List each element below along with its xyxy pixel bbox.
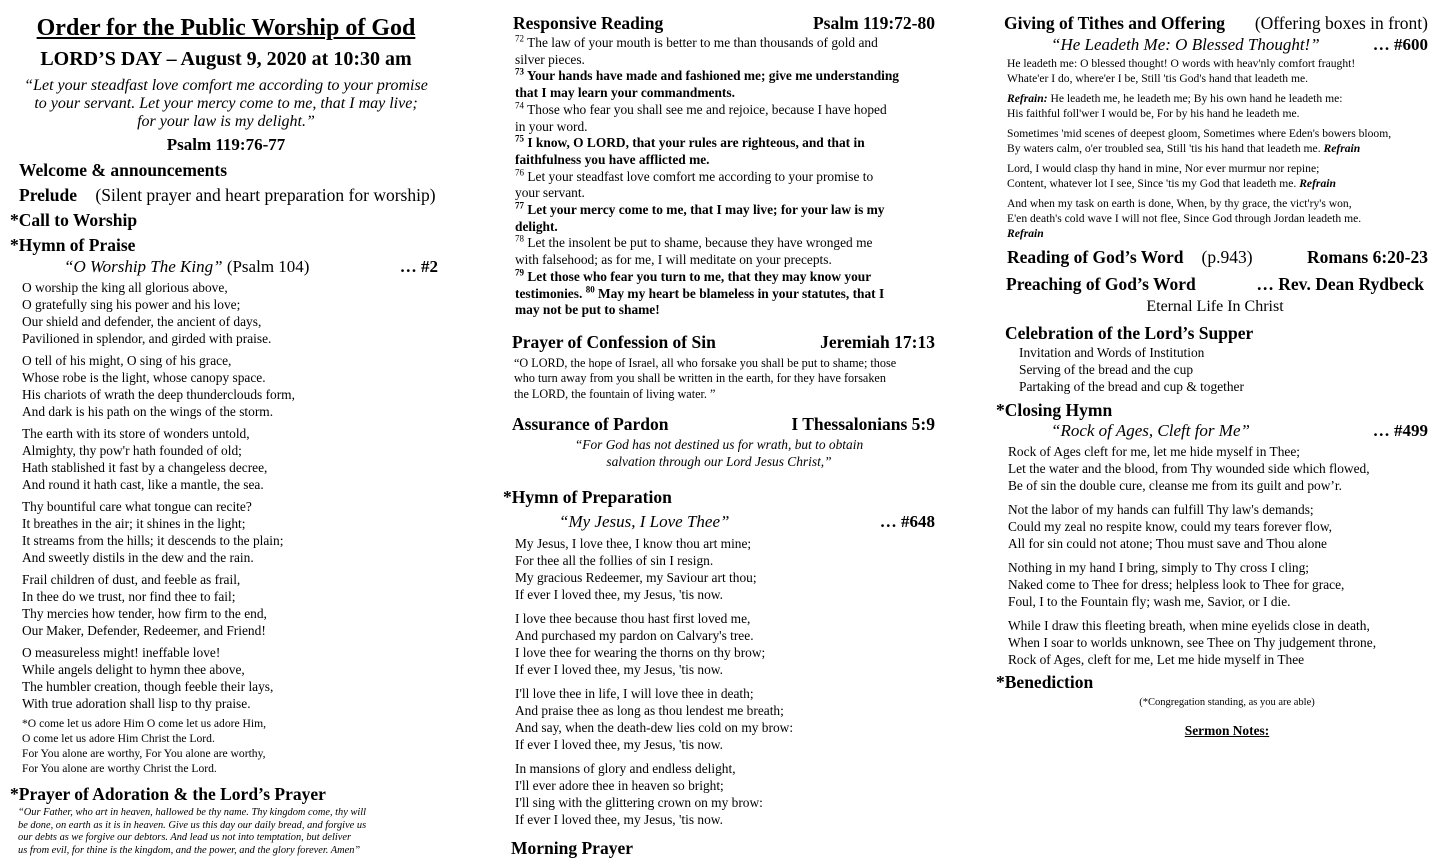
closing-hymn-heading: *Closing Hymn xyxy=(996,400,1113,420)
epigraph-reference: Psalm 119:76-77 xyxy=(166,135,286,154)
lords-prayer-text xyxy=(10,807,442,857)
hymn-2-number: … #648 xyxy=(879,512,935,532)
prayer-line: us from evil, for thine is the kingdom, and the power, and the glory forever. Amen” xyxy=(18,844,361,856)
lyric-line: He leadeth me: O blessed thought! O words with heav'nly comfort fraught! xyxy=(1007,57,1356,70)
lyric-line: Sometimes 'mid scenes of deepest gloom, Sometimes where Eden's bowers bloom, xyxy=(1007,127,1392,140)
epigraph-line: for your law is my delight.” xyxy=(137,113,315,130)
lyric-line: Not the labor of my hands can fulfill Thy law's demands; xyxy=(1008,502,1314,517)
lyric-line: E'en death's cold wave I will not flee, Since God through Jordan leadeth me. xyxy=(1007,212,1362,225)
lyric-line: When I soar to worlds unknown, see Thee on Thy judgement throne, xyxy=(1008,635,1377,650)
service-date: LORD’S DAY – August 9, 2020 at 10:30 am xyxy=(40,48,412,70)
refrain-line: Refrain: He leadeth me, he leadeth me; By his own hand he leadeth me: xyxy=(1007,92,1343,105)
prayer-line: be done, on earth as it is in heaven. Give us this day our daily bread, and forgive us xyxy=(18,819,367,831)
hymn-of-praise-heading: *Hymn of Praise xyxy=(10,235,136,255)
hymn-verse xyxy=(22,352,442,420)
welcome-heading: Welcome & announcements xyxy=(19,160,228,180)
lyric-line: O come let us adore Him Christ the Lord. xyxy=(22,732,215,745)
hymn-1-title-row xyxy=(10,257,442,277)
lyric-line: By waters calm, o'er troubled sea, Still 'tis his hand that leadeth me. Refrain xyxy=(1007,142,1361,155)
epigraph xyxy=(10,77,442,131)
sermon-notes-heading: Sermon Notes: xyxy=(1184,723,1270,738)
hymn-2-title: “My Jesus, I Love Thee” xyxy=(559,512,730,532)
hymn-1-number: … #2 xyxy=(399,257,438,276)
hymn-4-lyrics xyxy=(996,443,1428,668)
list-item: Partaking of the bread and cup & together xyxy=(1019,379,1244,394)
lyric-line: And when my task on earth is done, When, by thy grace, the vict'ry's won, xyxy=(1007,197,1352,210)
hymn-verse xyxy=(1008,443,1428,494)
lyric-line: Rock of Ages, cleft for me, Let me hide myself in Thee xyxy=(1008,652,1305,667)
page-title: Order for the Public Worship of God xyxy=(36,15,416,41)
lyric-line: My Jesus, I love thee, I know thou art mine; xyxy=(515,536,752,552)
preaching-row xyxy=(996,274,1428,295)
lyric-line: O measureless might! ineffable love! xyxy=(22,645,221,660)
reading-verse: $^{77}$ Let your mercy come to me, that I may live; for your law is my delight. xyxy=(515,200,885,234)
lyric-line: It breathes in the air; it shines in the light; xyxy=(22,516,246,531)
lyric-line: O gratefully sing his power and his love; xyxy=(22,297,241,312)
hymn-verse xyxy=(22,498,442,566)
right-column xyxy=(996,0,1428,739)
lyric-line: Whate'er I do, where'er I be, Still 'tis God's hand that leadeth me. xyxy=(1007,72,1309,85)
pardon-text xyxy=(503,436,935,470)
responsive-reading-ref: Psalm 119:72-80 xyxy=(812,13,935,33)
lyric-line: Frail children of dust, and feeble as frail, xyxy=(22,572,241,587)
reading-page: (p.943) xyxy=(1201,247,1253,267)
lyric-line: Our shield and defender, the ancient of days, xyxy=(22,314,262,329)
lyric-line: I love thee because thou hast first loved me, xyxy=(515,611,751,627)
lyric-line: I love thee for wearing the thorns on thy brow; xyxy=(515,645,766,661)
tithes-heading: Giving of Tithes and Offering xyxy=(1004,13,1226,33)
hymn-1-title: “O Worship The King” xyxy=(64,257,223,276)
standing-note: (*Congregation standing, as you are able) xyxy=(1139,697,1315,708)
reading-verse: $^{75}$ I know, O LORD, that your rules are righteous, and that in faithfulness you have afflicted me. xyxy=(515,133,865,167)
lyric-line: While angels delight to hymn thee above, xyxy=(22,662,245,677)
reading-heading: Reading of God’s Word xyxy=(1007,247,1184,267)
lyric-line: If ever I loved thee, my Jesus, 'tis now. xyxy=(515,812,723,828)
quote-line: “O LORD, the hope of Israel, all who forsake you shall be put to shame; those xyxy=(514,355,897,370)
lyric-line: O worship the king all glorious above, xyxy=(22,280,228,295)
hymn-verse xyxy=(22,279,442,347)
lyric-line: In mansions of glory and endless delight, xyxy=(515,761,736,777)
tithes-row xyxy=(996,13,1428,34)
lyric-line: It streams from the hills; it descends to the plain; xyxy=(22,533,284,548)
list-item: Invitation and Words of Institution xyxy=(1019,345,1205,360)
lords-supper-items xyxy=(996,344,1428,395)
prayer-line: “Our Father, who art in heaven, hallowed be thy name. Thy kingdom come, thy will xyxy=(18,807,367,818)
lyric-line: Naked come to Thee for dress; helpless look to Thee for grace, xyxy=(1008,577,1345,592)
hymn-3-number: … #600 xyxy=(1372,35,1428,54)
lyric-line: Lord, I would clasp thy hand in mine, Nor ever murmur nor repine; xyxy=(1007,162,1320,175)
hymn-chorus xyxy=(22,716,442,776)
lyric-line: O tell of his might, O sing of his grace, xyxy=(22,353,232,368)
hymn-3-lyrics xyxy=(996,56,1428,241)
confession-heading: Prayer of Confession of Sin xyxy=(512,331,716,352)
hymn-4-title-row xyxy=(996,421,1428,441)
hymn-verse xyxy=(515,535,935,603)
hymn-2-lyrics xyxy=(503,535,935,828)
hymn-verse xyxy=(515,760,935,828)
hymn-verse xyxy=(22,425,442,493)
quote-line: “For God has not destined us for wrath, but to obtain xyxy=(574,437,864,453)
tithes-note: (Offering boxes in front) xyxy=(1254,13,1428,33)
lyric-line: And say, when the death-dew lies cold on my brow: xyxy=(515,720,794,736)
quote-line: who turn away from you shall be written in the earth, for they have forsaken xyxy=(514,371,886,386)
lyric-line: Content, whatever lot I see, Since 'tis my God that leadeth me. Refrain xyxy=(1007,177,1336,190)
reading-verse: $^{73}$ Your hands have made and fashioned me; give me understanding that I may learn your commandments. xyxy=(515,66,900,101)
lyric-line: I'll love thee in life, I will love thee in death; xyxy=(515,686,754,702)
lyric-line: And dark is his path on the wings of the storm. xyxy=(22,404,274,419)
reading-verse: $^{72}$ The law of your mouth is better to me than thousands of gold and silver pieces. xyxy=(515,33,878,67)
responsive-reading-row xyxy=(503,13,935,34)
lyric-line: Thy bountiful care what tongue can recite? xyxy=(22,499,252,514)
lyric-line: His faithful foll'wer I would be, For by his hand he leadeth me. xyxy=(1007,107,1300,120)
lyric-line: Thy mercies how tender, how firm to the end, xyxy=(22,606,267,621)
lyric-line: Be of sin the double cure, cleanse me from its guilt and pow’r. xyxy=(1008,478,1342,493)
reading-ref: Romans 6:20-23 xyxy=(1306,247,1428,267)
responsive-reading-text xyxy=(503,35,935,319)
confession-ref: Jeremiah 17:13 xyxy=(820,331,935,352)
reading-row xyxy=(996,247,1428,268)
lyric-line: My gracious Redeemer, my Saviour art thou; xyxy=(515,570,757,586)
prelude-heading: Prelude xyxy=(19,185,78,205)
lords-supper-heading: Celebration of the Lord’s Supper xyxy=(1005,323,1254,343)
hymn-3-title: “He Leadeth Me: O Blessed Thought!” xyxy=(1051,35,1320,54)
quote-line: the LORD, the fountain of living water. ” xyxy=(514,386,716,401)
lyric-line: The humbler creation, though feeble their lays, xyxy=(22,679,274,694)
lyric-line: Pavilioned in splendor, and girded with praise. xyxy=(22,331,272,346)
hymn-1-lyrics xyxy=(10,279,442,776)
hymn-verse xyxy=(515,685,935,753)
responsive-reading-heading: Responsive Reading xyxy=(513,13,664,33)
lyric-line: Could my zeal no respite know, could my tears forever flow, xyxy=(1008,519,1333,534)
confession-row xyxy=(503,332,935,353)
preaching-heading: Preaching of God’s Word xyxy=(1006,274,1196,294)
prayer-of-adoration-heading: *Prayer of Adoration & the Lord’s Prayer xyxy=(10,784,326,804)
lyric-line: For You alone are worthy Christ the Lord. xyxy=(22,762,217,775)
hymn-verse xyxy=(515,610,935,678)
lyric-line: Almighty, thy pow'r hath founded of old; xyxy=(22,443,242,458)
lyric-line: Rock of Ages cleft for me, let me hide myself in Thee; xyxy=(1008,444,1301,459)
lyric-line: If ever I loved thee, my Jesus, 'tis now. xyxy=(515,737,723,753)
lyric-line: In thee do we trust, nor find thee to fail; xyxy=(22,589,236,604)
morning-prayer-heading: Morning Prayer xyxy=(511,838,633,859)
lyric-line: *O come let us adore Him O come let us adore Him, xyxy=(22,717,267,730)
preacher-name: … Rev. Dean Rydbeck xyxy=(1256,274,1424,294)
hymn-verse xyxy=(22,644,442,712)
pardon-heading: Assurance of Pardon xyxy=(512,414,669,435)
lyric-line: If ever I loved thee, my Jesus, 'tis now. xyxy=(515,587,723,603)
refrain-label: Refrain: xyxy=(1007,92,1048,105)
lyric-line: I'll sing with the glittering crown on my brow: xyxy=(515,795,763,811)
lyric-line: I'll ever adore thee in heaven so bright; xyxy=(515,778,724,794)
epigraph-line: to your servant. Let your mercy come to me, that I may live; xyxy=(34,95,418,112)
lyric-line: And praise thee as long as thou lendest me breath; xyxy=(515,703,784,719)
hymn-2-title-row xyxy=(503,512,935,532)
hymn-of-preparation-heading: *Hymn of Preparation xyxy=(503,487,672,508)
hymn-3-title-row xyxy=(996,35,1428,55)
hymn-4-number: … #499 xyxy=(1372,421,1428,440)
lyric-line: With true adoration shall lisp to thy praise. xyxy=(22,696,251,711)
middle-column xyxy=(503,0,935,859)
lyric-line: Foul, I to the Fountain fly; wash me, Savior, or I die. xyxy=(1008,594,1291,609)
lyric-line: While I draw this fleeting breath, when mine eyelids close in death, xyxy=(1008,618,1370,633)
epigraph-line: “Let your steadfast love comfort me according to your promise xyxy=(24,77,428,94)
reading-verse: $^{79}$ Let those who fear you turn to me, that they may know your testimonies. $^{80}$ May my heart be blameless in your statutes, that I may not be put to shame! xyxy=(515,267,885,318)
call-to-worship-heading: *Call to Worship xyxy=(10,210,138,230)
lyric-line: Whose robe is the light, whose canopy space. xyxy=(22,370,266,385)
hymn-1-subtitle: (Psalm 104) xyxy=(226,257,310,276)
hymn-verse xyxy=(1008,559,1428,610)
prelude-row xyxy=(10,185,442,206)
lyric-line: And sweetly distils in the dew and the rain. xyxy=(22,550,254,565)
lyric-line: Refrain xyxy=(1007,227,1044,240)
hymn-verse xyxy=(1008,501,1428,552)
confession-text xyxy=(503,356,935,403)
benediction-heading: *Benediction xyxy=(996,672,1094,692)
hymn-4-title: “Rock of Ages, Cleft for Me” xyxy=(1051,421,1250,440)
left-column xyxy=(10,0,442,857)
list-item: Serving of the bread and the cup xyxy=(1019,362,1194,377)
hymn-verse xyxy=(1008,617,1428,668)
pardon-row xyxy=(503,414,935,435)
lyric-line: For thee all the follies of sin I resign. xyxy=(515,553,714,569)
reading-verse: $^{76}$ Let your steadfast love comfort me according to your promise to your servant. xyxy=(515,167,874,201)
reading-verse: $^{78}$ Let the insolent be put to shame, because they have wronged me with falsehood; as for me, I will meditate on your precepts. xyxy=(515,233,873,268)
hymn-verse xyxy=(22,571,442,639)
lyric-line: Let the water and the blood, from Thy wounded side which flowed, xyxy=(1008,461,1370,476)
lyric-line: Our Maker, Defender, Redeemer, and Friend! xyxy=(22,623,266,638)
quote-line: salvation through our Lord Jesus Christ,” xyxy=(606,454,832,470)
lyric-line: And purchased my pardon on Calvary's tree. xyxy=(515,628,754,644)
lyric-line: His chariots of wrath the deep thunderclouds form, xyxy=(22,387,295,402)
lyric-line: Nothing in my hand I bring, simply to Thy cross I cling; xyxy=(1008,560,1310,575)
prayer-line: our debts as we forgive our debtors. And lead us not into temptation, but deliver xyxy=(18,832,352,843)
lyric-line: The earth with its store of wonders untold, xyxy=(22,426,250,441)
sermon-title: Eternal Life In Christ xyxy=(1146,298,1284,315)
pardon-ref: I Thessalonians 5:9 xyxy=(791,414,935,435)
lyric-line: For You alone are worthy, For You alone are worthy, xyxy=(22,747,266,760)
lyric-line: Hath stablished it fast by a changeless decree, xyxy=(22,460,268,475)
lyric-line: If ever I loved thee, my Jesus, 'tis now. xyxy=(515,662,723,678)
prelude-note: (Silent prayer and heart preparation for worship) xyxy=(95,185,436,205)
reading-verse: $^{74}$ Those who fear you shall see me and rejoice, because I have hoped in your word. xyxy=(515,100,887,134)
lyric-line: All for sin could not atone; Thou must save and Thou alone xyxy=(1008,536,1327,551)
lyric-line: And round it hath cast, like a mantle, the sea. xyxy=(22,477,264,492)
